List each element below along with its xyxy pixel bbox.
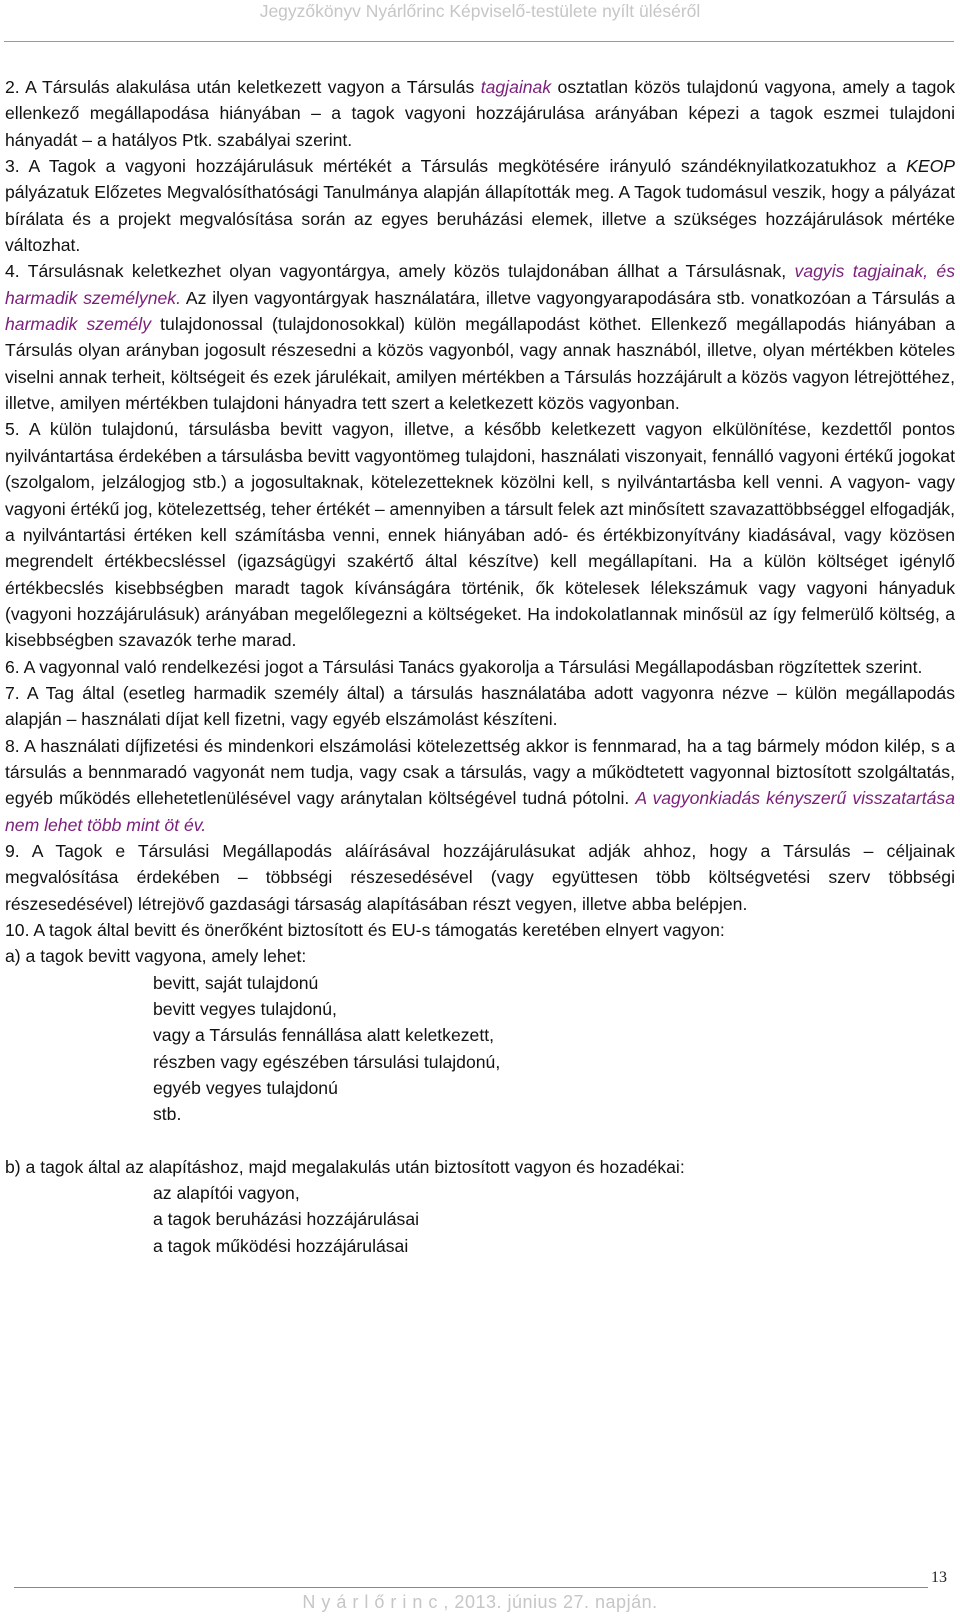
- paragraph-3-text-a: 3. A Tagok a vagyoni hozzájárulásuk mértékét a Társulás megkötésére irányuló szándéknyilatkozatukhoz a: [5, 156, 907, 177]
- document-body: [5, 74, 955, 1259]
- paragraph-3-text-c: pályázatuk Előzetes Megvalósíthatósági Tanulmánya alapján állapították meg. A Tagok tudomásul veszik, hogy a pályázat bírálata és a projekt megvalósítása során az egyes beruházási elemek, illetve a szükséges hozzájárulások mértéke változhat.: [5, 182, 955, 256]
- paragraph-2-text-c: osztatlan közös tulajdonú vagyona, amely a tagok ellenkező megállapodása hiányában – a tagok vagyoni hozzájárulása arányában képezi a tagok eszmei tulajdoni hányadát – a hatályos Ptk. szabályai szerint.: [5, 77, 956, 150]
- list-b-item: az alapítói vagyon,: [153, 1183, 300, 1204]
- list-a-intro: a) a tagok bevitt vagyona, amely lehet:: [5, 946, 307, 967]
- paragraph-2-highlight: tagjainak: [480, 77, 552, 97]
- paragraph-7: 7. A Tag által (esetleg harmadik személy által) a társulás használatába adott vagyonra nézve – külön megállapodás alapján – használati díjat kell fizetni, vagy egyéb elszámolást készíteni.: [5, 682, 955, 730]
- page-number: 13: [931, 1569, 947, 1586]
- paragraph-3: [5, 153, 955, 258]
- paragraph-4-text-c: Az ilyen vagyontárgyak használatára, illetve vagyongyarapodására stb. vonatkozóan a Társulás a: [180, 287, 955, 308]
- paragraph-3-keop: KEOP: [906, 156, 955, 177]
- list-a-item: részben vagy egészében társulási tulajdonú,: [153, 1051, 501, 1072]
- paragraph-8-text-a: 8. A használati díjfizetési és mindenkori elszámolási kötelezettség akkor is fennmarad, ha a tag bármely módon kilép, s a társulás a bennmaradó vagyonát nem tudja, vagy csak a társulás, vagy a működtetett vagyonnal biztosított szolgáltatás, egyéb működés ellehetetlenülésével vagy aránytalan költségével tudná pótolni.: [5, 735, 955, 809]
- paragraph-9: 9. A Tagok e Társulási Megállapodás aláírásával hozzájárulásukat adják ahhoz, hogy a Társulás – céljainak megvalósítása érdekében – többségi részesedésével (vagy együttesen több költségvetési szerv többségi részesedésével) létrejövő gazdasági társaság alapításában részt vegyen, illetve abba belépjen.: [5, 840, 955, 914]
- paragraph-8: [5, 733, 955, 838]
- paragraph-6: 6. A vagyonnal való rendelkezési jogot a Társulási Tanács gyakorolja a Társulási Megállapodásban rögzítettek szerint.: [5, 656, 923, 677]
- list-a-item: egyéb vegyes tulajdonú: [153, 1078, 338, 1099]
- paragraph-2-text-a: 2. A Társulás alakulása után keletkezett vagyon a Társulás: [5, 77, 481, 97]
- paragraph-4-highlight-1: vagyis tagjainak, és harmadik személynek.: [5, 261, 955, 308]
- header-divider: [4, 41, 954, 42]
- paragraph-5: 5. A külön tulajdonú, társulásba bevitt vagyon, illetve, a később keletkezett vagyon elkülönítése, kezdettől pontos nyilvántartása érdekében a társulásba bevitt vagyontömeg tulajdoni, használati viszonyait, fennálló vagyoni értékű jogokat (szolgalom, jelzálogjog stb.) a jogosultaknak, kötelezetteknek közölni kell, s nyilvántartásba kell venni. A vagyon- vagy vagyoni értékű jog, kötelezettség, teher értékét – amennyiben a társult felek azt minősített szavazattöbbséggel elfogadják, a nyilvántartási értéken kell számításba venni, ennek hiányában adó- és értékbizonyítvány kiadásával, vagy közösen megrendelt értékbecsléssel (igazságügyi szakértő által készítve) kell megállapítani. Ha a külön költséget igénylő értékbecslés kisebbségben maradt tagok kívánságára történik, ők kötelesek lélekszámuk vagy vagyoni hányaduk (vagyoni hozzájárulásuk) arányában megelőlegezni a költségeket. Ha indokolatlannak minősül az így felmerülő költség, a kisebbségben szavazók terhe marad.: [5, 419, 955, 651]
- list-b-item: a tagok működési hozzájárulásai: [153, 1235, 409, 1256]
- list-a-item: stb.: [153, 1104, 182, 1125]
- page-footer: N y á r l ő r i n c , 2013. június 27. napján.: [302, 1592, 658, 1612]
- paragraph-8-highlight: A vagyonkiadás kényszerű visszatartása nem lehet több mint öt év.: [5, 788, 955, 835]
- list-b-intro: b) a tagok által az alapításhoz, majd megalakulás után biztosított vagyon és hozadékai:: [5, 1156, 685, 1177]
- paragraph-10: 10. A tagok által bevitt és önerőként biztosított és EU-s támogatás keretében elnyert vagyon:: [5, 920, 725, 940]
- list-a-item: bevitt, saját tulajdonú: [153, 972, 319, 993]
- paragraph-4-highlight-2: harmadik személy: [5, 314, 152, 335]
- list-a-item: bevitt vegyes tulajdonú,: [153, 999, 337, 1020]
- paragraph-4-text-e: tulajdonossal (tulajdonosokkal) külön megállapodást köthet. Ellenkező megállapodás hiányában a Társulás olyan arányban jogosult részesedni a közös vagyonból, vagy annak hasznából, illetve, olyan mértékben köteles viselni annak terheit, költségeit és ezek járulékait, amilyen mértékben a Társulás hozzájárult a közös vagyon létrejöttéhez, illetve, amilyen mértékben tulajdoni hányadra tett szert a keletkezett közös vagyonban.: [5, 314, 955, 414]
- paragraph-4: [5, 258, 955, 416]
- list-b-item: a tagok beruházási hozzájárulásai: [153, 1209, 420, 1230]
- page-header: Jegyzőkönyv Nyárlőrinc Képviselő-testülete nyílt üléséről: [259, 1, 701, 21]
- spacer: [5, 1128, 955, 1154]
- footer-divider: [14, 1587, 928, 1588]
- list-a-item: vagy a Társulás fennállása alatt keletkezett,: [153, 1025, 494, 1046]
- paragraph-2: [5, 74, 955, 153]
- paragraph-4-text-a: 4. Társulásnak keletkezhet olyan vagyontárgya, amely közös tulajdonában állhat a Társulásnak,: [5, 261, 795, 282]
